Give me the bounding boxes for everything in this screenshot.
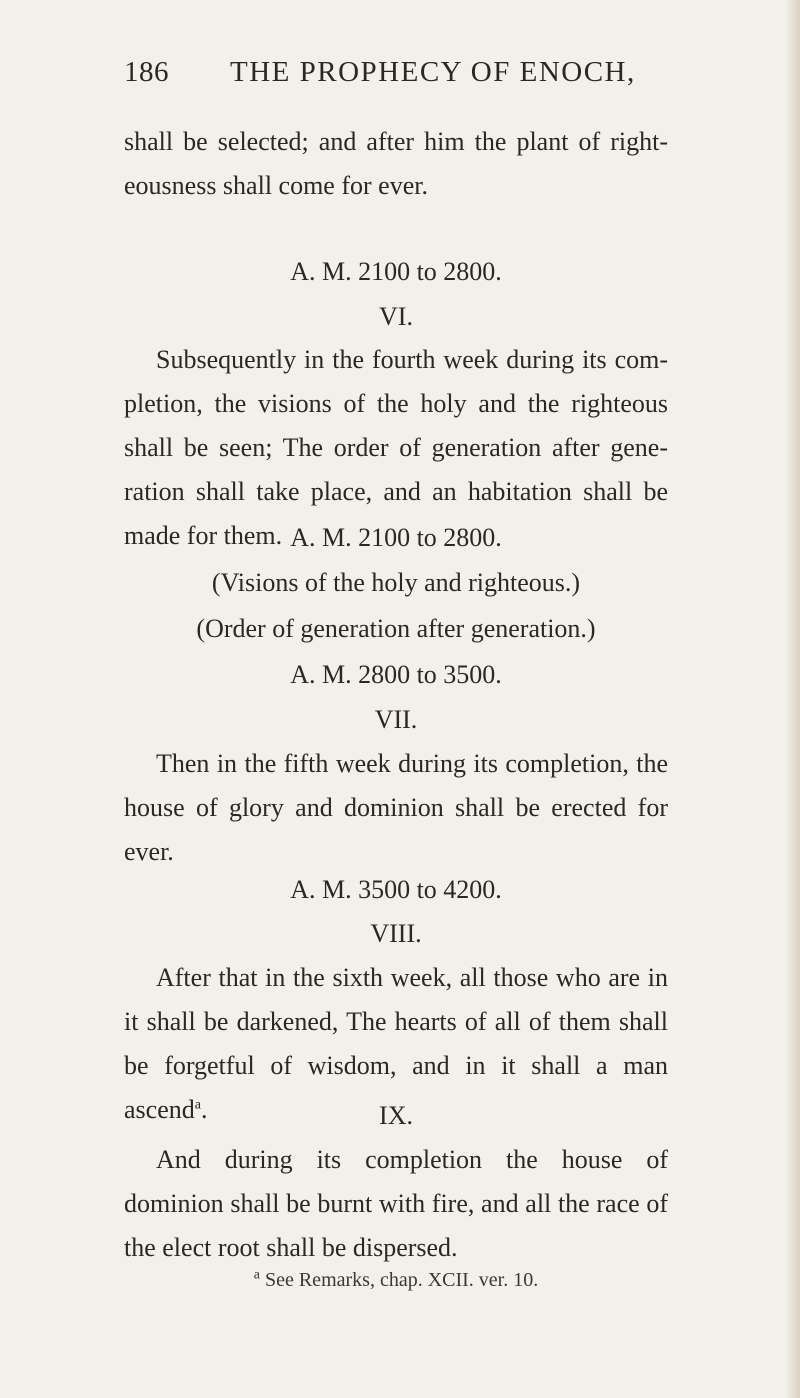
paragraph-continuation: shall be selected; and after him the plant of right-eousness shall come for ever. bbox=[124, 127, 668, 200]
section-numeral: IX. bbox=[379, 1101, 413, 1130]
page-header bbox=[124, 56, 668, 96]
section-numeral: VII. bbox=[374, 705, 418, 734]
date-heading-text: A. M. 2100 to 2800. bbox=[290, 257, 502, 286]
running-head: THE PROPHECY OF ENOCH, bbox=[230, 56, 636, 88]
section-note: (Order of generation after generation.) bbox=[196, 614, 596, 643]
section-date-heading: A. M. 3500 to 4200. bbox=[290, 875, 502, 904]
paragraph-week-five: Then in the fifth week during its completion, the house of glory and dominion shall be erected for ever. bbox=[124, 749, 668, 866]
section-numeral: VI. bbox=[379, 302, 413, 331]
section-date-heading: A. M. 2100 to 2800. bbox=[290, 523, 502, 552]
section-date-heading bbox=[124, 252, 668, 292]
footnote bbox=[124, 1266, 668, 1294]
paragraph-completion: And during its completion the house of dominion shall be burnt with fire, and all the race of the elect root shall be dispersed. bbox=[124, 1145, 668, 1262]
page-edge-shadow bbox=[786, 0, 800, 1398]
footnote-mark: a bbox=[253, 1267, 260, 1283]
section-date-heading: A. M. 2800 to 3500. bbox=[290, 660, 502, 689]
footnote-reference: a bbox=[194, 1097, 201, 1113]
footnote-text: See Remarks, chap. XCII. ver. 10. bbox=[264, 1269, 539, 1291]
page-number: 186 bbox=[124, 56, 169, 88]
paragraph-end: . bbox=[200, 1095, 208, 1124]
section-note: (Visions of the holy and righteous.) bbox=[211, 568, 581, 597]
paragraph-text: After that in the sixth week, all those who are in it shall be darkened, The hearts of all of them shall be forgetful of wisdom, and in it shall a man ascend bbox=[124, 963, 668, 1124]
section-numeral: VIII. bbox=[370, 919, 422, 948]
paragraph-week-four: Subsequently in the fourth week during its com-pletion, the visions of the holy and the righteous shall be seen; The order of generation after gene-ration shall take place, and an habitation shall be made for them. bbox=[124, 345, 668, 550]
